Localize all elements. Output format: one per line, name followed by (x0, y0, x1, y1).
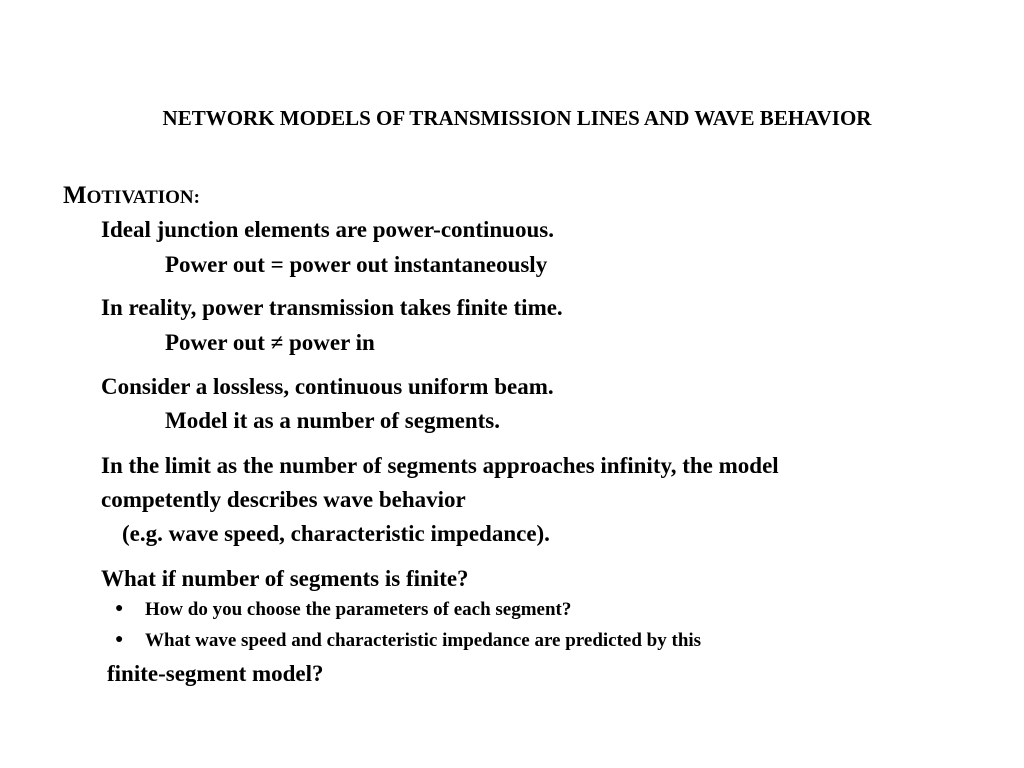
bullet-item (115, 597, 571, 624)
bullet-text: How do you choose the parameters of each segment? (145, 599, 572, 620)
bullet-dot-icon: ● (115, 631, 124, 647)
subpoint-segments-model: Model it as a number of segments. (165, 408, 500, 433)
bullet-text: What wave speed and characteristic impedance are predicted by this (145, 630, 702, 651)
section-heading-initial: M (63, 182, 87, 209)
subpoint-power-not-equal: Power out ≠ power in (165, 330, 375, 355)
bullet-item (115, 628, 701, 655)
subpoint-power-instantaneous: Power out = power out instantaneously (165, 252, 548, 277)
slide-title: NETWORK MODELS OF TRANSMISSION LINES AND WAVE BEHAVIOR (162, 106, 872, 130)
point-limit-infinity: In the limit as the number of segments approaches infinity, the model (101, 453, 779, 478)
point-ideal-junction: Ideal junction elements are power-continuous. (101, 217, 554, 242)
point-finite-segments: What if number of segments is finite? (101, 566, 469, 591)
point-lossless-beam: Consider a lossless, continuous uniform beam. (101, 374, 554, 399)
section-heading-motivation (63, 180, 200, 214)
point-limit-example: (e.g. wave speed, characteristic impedance). (122, 521, 550, 546)
point-finite-time: In reality, power transmission takes finite time. (101, 295, 563, 320)
bullet-continuation: finite-segment model? (107, 661, 324, 686)
point-limit-infinity-cont: competently describes wave behavior (101, 487, 466, 512)
bullet-dot-icon: ● (115, 600, 124, 616)
section-heading-rest: OTIVATION: (86, 187, 200, 208)
